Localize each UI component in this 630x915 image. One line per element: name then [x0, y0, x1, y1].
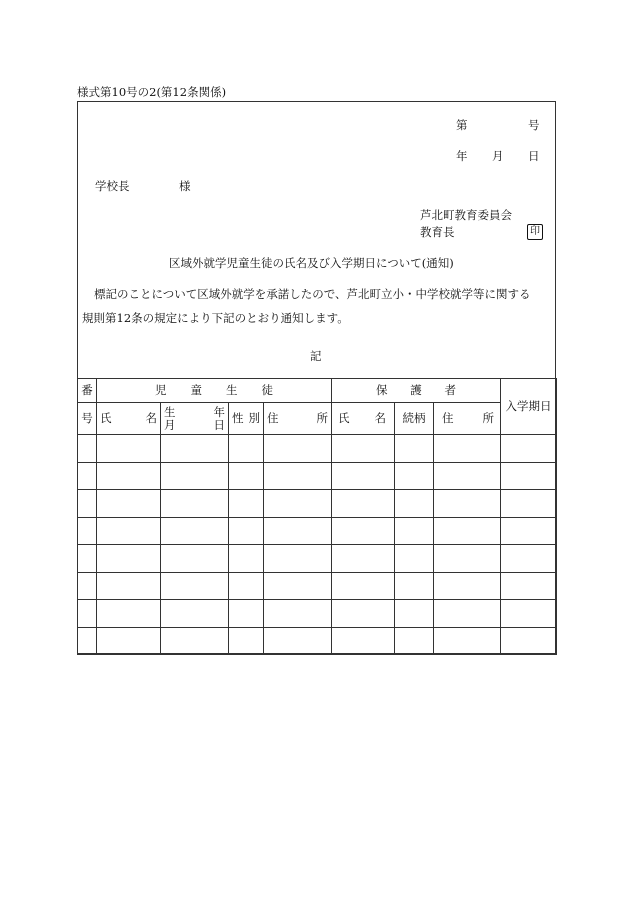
table-cell[interactable]: [97, 572, 161, 600]
table-cell[interactable]: [264, 517, 332, 545]
header-guardian-name: 氏 名: [332, 403, 395, 435]
table-cell[interactable]: [161, 490, 229, 518]
seal-stamp: [523, 224, 543, 240]
table-cell[interactable]: [395, 462, 434, 490]
date-month: 月: [492, 149, 504, 163]
sender-org: 芦北町教育委員会: [420, 208, 512, 222]
number-go: 号: [528, 118, 540, 132]
table-cell[interactable]: [332, 462, 395, 490]
table-cell[interactable]: [395, 627, 434, 655]
header-go: 号: [78, 403, 97, 435]
child-group-char: 児: [155, 383, 167, 397]
table-row: [78, 545, 557, 573]
table-cell[interactable]: [395, 435, 434, 463]
table-cell[interactable]: [501, 600, 557, 628]
table-cell[interactable]: [501, 490, 557, 518]
table-row: [78, 600, 557, 628]
body-line-1: 標記のことについて区域外就学を承諾したので、芦北町立小・中学校就学等に関する: [94, 287, 531, 301]
table-cell[interactable]: [501, 462, 557, 490]
header-child-address: 住 所: [264, 403, 332, 435]
data-rows: [78, 435, 557, 655]
seal-icon: 印: [527, 224, 543, 240]
table-cell[interactable]: [229, 462, 264, 490]
table-cell[interactable]: [332, 517, 395, 545]
header-guardian-address: 住 所: [434, 403, 501, 435]
table-cell[interactable]: [229, 572, 264, 600]
table-cell[interactable]: [78, 627, 97, 655]
table-cell[interactable]: [161, 517, 229, 545]
child-group-char: 生: [226, 383, 238, 397]
table-cell[interactable]: [434, 517, 501, 545]
table-cell[interactable]: [501, 435, 557, 463]
table-row: [78, 627, 557, 655]
table-cell[interactable]: [264, 600, 332, 628]
table-cell[interactable]: [434, 600, 501, 628]
table-cell[interactable]: [97, 600, 161, 628]
header-guardian-group: [332, 379, 501, 403]
table-cell[interactable]: [395, 517, 434, 545]
guardian-group-char: 護: [410, 383, 422, 397]
table-cell[interactable]: [97, 517, 161, 545]
subject: 区域外就学児童生徒の氏名及び入学期日について(通知): [169, 256, 454, 270]
table-cell[interactable]: [395, 490, 434, 518]
table-cell[interactable]: [264, 462, 332, 490]
table-cell[interactable]: [501, 627, 557, 655]
form-id: 様式第10号の2(第12条関係): [77, 85, 227, 99]
table-cell[interactable]: [161, 627, 229, 655]
table-cell[interactable]: [434, 545, 501, 573]
table-cell[interactable]: [161, 462, 229, 490]
table-cell[interactable]: [78, 490, 97, 518]
table-cell[interactable]: [97, 462, 161, 490]
table-cell[interactable]: [332, 600, 395, 628]
table-cell[interactable]: [78, 545, 97, 573]
date-year: 年: [456, 149, 468, 163]
table-cell[interactable]: [264, 627, 332, 655]
table-row: [78, 490, 557, 518]
table-cell[interactable]: [395, 545, 434, 573]
table-cell[interactable]: [229, 627, 264, 655]
table-cell[interactable]: [264, 490, 332, 518]
table-cell[interactable]: [78, 435, 97, 463]
table-cell[interactable]: [229, 545, 264, 573]
table-cell[interactable]: [434, 435, 501, 463]
table-cell[interactable]: [501, 572, 557, 600]
table-cell[interactable]: [229, 435, 264, 463]
table-cell[interactable]: [434, 572, 501, 600]
date-day: 日: [528, 149, 540, 163]
table-cell[interactable]: [229, 517, 264, 545]
guardian-group-char: 保: [376, 383, 388, 397]
table-cell[interactable]: [395, 600, 434, 628]
table-cell[interactable]: [332, 435, 395, 463]
child-group-char: 徒: [261, 383, 273, 397]
table-cell[interactable]: [264, 545, 332, 573]
table-cell[interactable]: [332, 572, 395, 600]
header-entry-date: 入学期日: [501, 379, 557, 435]
table-cell[interactable]: [434, 627, 501, 655]
body-line-2: 規則第12条の規定により下記のとおり通知します。: [82, 311, 349, 325]
table-cell[interactable]: [161, 545, 229, 573]
table-cell[interactable]: [161, 435, 229, 463]
table-cell[interactable]: [161, 572, 229, 600]
table-cell[interactable]: [395, 572, 434, 600]
table-cell[interactable]: [332, 627, 395, 655]
table-cell[interactable]: [332, 490, 395, 518]
header-dob: 生 年 月 日: [161, 403, 229, 435]
table-cell[interactable]: [161, 600, 229, 628]
table-cell[interactable]: [434, 462, 501, 490]
header-sex: 性 別: [229, 403, 264, 435]
table-cell[interactable]: [78, 600, 97, 628]
table-row: [78, 435, 557, 463]
table-cell[interactable]: [97, 435, 161, 463]
number-dai: 第: [456, 118, 468, 132]
table-cell[interactable]: [264, 435, 332, 463]
table-cell[interactable]: [97, 545, 161, 573]
table-cell[interactable]: [501, 517, 557, 545]
table-cell[interactable]: [78, 462, 97, 490]
header-child-name: 氏 名: [97, 403, 161, 435]
ki-heading: 記: [310, 349, 322, 363]
table-cell[interactable]: [97, 490, 161, 518]
table-cell[interactable]: [434, 490, 501, 518]
table-cell[interactable]: [78, 572, 97, 600]
table-row: [78, 462, 557, 490]
guardian-group-char: 者: [444, 383, 457, 397]
table-cell[interactable]: [264, 572, 332, 600]
sender-title: 教育長: [420, 225, 455, 239]
header-child-group: [97, 379, 332, 403]
table-row: [78, 517, 557, 545]
table-cell[interactable]: [229, 600, 264, 628]
table-cell[interactable]: [97, 627, 161, 655]
header-relation: 続柄: [395, 403, 434, 435]
table-cell[interactable]: [78, 517, 97, 545]
child-group-char: 童: [190, 383, 202, 397]
table-cell[interactable]: [229, 490, 264, 518]
header-ban: 番: [78, 379, 97, 403]
addressee-title: 学校長: [95, 179, 130, 193]
table-row: [78, 572, 557, 600]
table-cell[interactable]: [501, 545, 557, 573]
table-cell[interactable]: [332, 545, 395, 573]
addressee-sama: 様: [179, 179, 191, 193]
student-table: [77, 378, 557, 655]
